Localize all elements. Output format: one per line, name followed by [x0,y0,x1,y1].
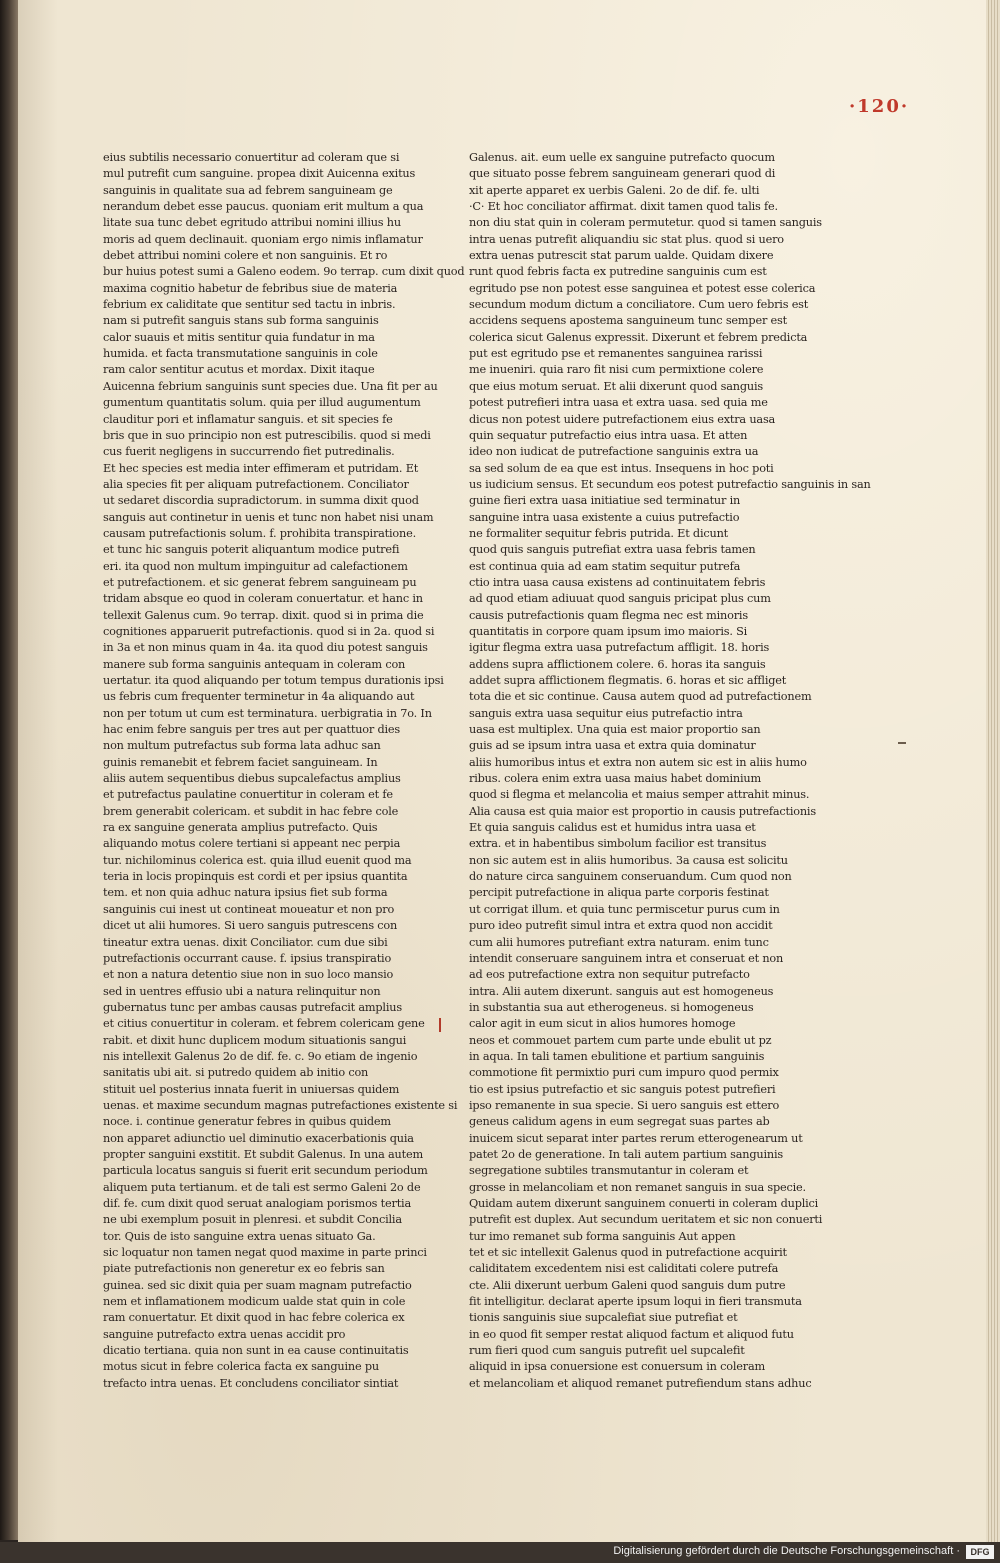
right-column-line: ctio intra uasa causa existens ad continuitatem febris [469,575,766,589]
right-column-line: tio est ipsius putrefactio et sic sanguis potest putrefieri [469,1082,776,1096]
right-column-line: accidens sequens apostema sanguineum tunc semper est [469,314,787,328]
left-column-line: alia species fit per aliquam putrefactionem. Conciliator [103,477,409,491]
right-column-line: put est egritudo pse et remanentes sanguinea rarissi [469,347,763,361]
text-column-left [103,150,465,1392]
right-column-line: commotione fit permixtio puri cum impuro quod permix [469,1066,779,1080]
right-column-line: Alia causa est quia maior est proportio in causis putrefactionis [469,804,816,818]
right-column-line: cte. Alii dixerunt uerbum Galeni quod sanguis dum putre [469,1278,786,1292]
right-column-line: ut corrigat illum. et quia tunc permiscetur purus cum in [469,902,780,916]
left-column-line: uertatur. ita quod aliquando per totum tempus durationis ipsi [103,674,444,687]
right-column-line: dicus non potest uidere putrefactionem eius extra uasa [469,412,776,426]
right-column-line: rum fieri quod cum sanguis putrefit uel supcalefit [469,1344,745,1358]
left-column-line: aliis autem sequentibus diebus supcalefactus amplius [103,772,401,786]
right-column-line: que eius motum seruat. Et alii dixerunt quod sanguis [469,379,763,393]
right-column-line: Quidam autem dixerunt sanguinem conuerti in coleram duplici [469,1197,819,1210]
page-fore-edge [986,0,1000,1542]
left-column-line: bur huius potest sumi a Galeno eodem. 9o terrap. cum dixit quod [103,265,465,279]
left-column-line: sanguine putrefacto extra uenas accidit pro [103,1327,346,1341]
right-column-line: egritudo pse non potest esse sanguinea et potest esse colerica [469,281,816,295]
right-column-line: tionis sanguinis siue supcalefiat siue putrefiat et [469,1311,738,1325]
left-column-line: tineatur extra uenas. dixit Conciliator. cum due sibi [103,935,388,949]
left-column-line: et putrefactus paulatine conuertitur in coleram et fe [103,788,393,802]
right-column-line: segregatione subtiles transmutantur in coleram et [469,1164,749,1178]
left-column-line: Et hec species est media inter effimeram et putridam. Et [103,461,419,475]
left-column-line: Auicenna febrium sanguinis sunt species due. Una fit per au [103,379,438,393]
right-column-line: potest putrefieri intra uasa et extra uasa. sed quia me [469,396,768,410]
left-column-line: causam putrefactionis solum. f. prohibita transpiratione. [103,526,416,540]
footer-credit: Digitalisierung gefördert durch die Deutsche Forschungsgemeinschaft · [613,1545,960,1557]
right-column-line: fit intelligitur. declarat aperte ipsum loqui in fieri transmuta [469,1295,802,1309]
right-column-line: et melancoliam et aliquod remanet putrefiendum stans adhuc [469,1376,812,1390]
right-column-line: guis ad se ipsum intra uasa et extra quia dominatur [469,739,756,753]
right-column-line: neos et commouet partem cum parte unde ebulit ut pz [469,1033,772,1047]
left-column-line: litate sua tunc debet egritudo attribui nomini illius hu [103,216,401,230]
right-column-line: in substantia sua aut etherogeneus. si homogeneus [469,1000,754,1014]
right-column-line: tota die et sic continue. Causa autem quod ad putrefactionem [469,690,812,704]
right-column-line: sanguine intra uasa existente a cuius putrefactio [469,510,740,524]
left-column-line: tellexit Galenus cum. 9o terrap. dixit. quod si in prima die [103,608,424,622]
left-column-line: tridam absque eo quod in coleram conuertatur. et hanc in [103,592,423,606]
left-column-line: uenas. et maxime secundum magnas putrefactiones existente si [103,1098,458,1112]
right-column-line: calor agit in eum sicut in alios humores homoge [469,1017,736,1031]
right-column-line: grosse in melancoliam et non remanet sanguis in sua specie. [469,1180,806,1194]
left-column-line: us febris cum frequenter terminetur in 4a aliquando aut [103,690,415,704]
text-column-right [469,150,871,1392]
left-column-line: piate putrefactionis non generetur ex eo febris san [103,1262,385,1276]
left-column-line: eius subtilis necessario conuertitur ad coleram que si [103,151,400,164]
left-column-line: clauditur pori et inflamatur sanguis. et sit species fe [103,412,393,426]
left-column-line: calor suauis et mitis sentitur quia fundatur in ma [103,330,375,344]
right-column-line: sa sed solum de ea que est intus. Insequens in hoc poti [469,461,774,475]
right-column-line: ipso remanente in sua specie. Si uero sanguis est ettero [469,1098,780,1112]
left-column-line: ra ex sanguine generata amplius putrefacto. Quis [103,821,378,835]
right-column-line: addens supra afflictionem colere. 6. horas ita sanguis [469,657,766,671]
left-column-line: trefacto intra uenas. Et concludens conciliator sintiat [103,1376,399,1390]
left-column-line: ut sedaret discordia supradictorum. in summa dixit quod [103,494,419,508]
right-column-line: us iudicium sensus. Et secundum eos potest putrefactio sanguinis in san [469,477,871,491]
right-column-line: guine fieri extra uasa initiatiue sed terminatur in [469,494,741,508]
right-column-line: sanguis extra uasa sequitur eius putrefactio intra [469,706,743,720]
right-column-line: quod quis sanguis putrefiat extra uasa febris tamen [469,543,756,557]
right-column-line: igitur flegma extra uasa putrefactum affligit. 18. horis [469,641,770,655]
left-column-line: et tunc hic sanguis poterit aliquantum modice putrefi [103,543,400,557]
left-column-line: stituit uel posterius innata fuerit in uniuersas quidem [103,1082,400,1096]
left-column-line: guinis remanebit et febrem faciet sanguineam. In [103,755,378,769]
right-column-line: puro ideo putrefit simul intra et extra quod non accidit [469,919,773,933]
left-column-line: et citius conuertitur in coleram. et febrem colericam gene [103,1017,425,1031]
left-column-line: non per totum ut cum est terminatura. uerbigratia in 7o. In [103,706,432,720]
right-column-line: me inueniri. quia raro fit nisi cum permixtione colere [469,363,764,377]
left-column-line: particula locatus sanguis si fuerit erit secundum periodum [103,1164,428,1178]
left-column-line: sanguis aut continetur in uenis et tunc non habet nisi unam [103,510,434,524]
right-column-line: non diu stat quin in coleram permutetur. quod si tamen sanguis [469,216,822,230]
right-column-line: ad quod etiam adiuuat quod sanguis pricipat plus cum [469,592,771,606]
right-column-line: extra. et in habentibus simbolum facilior est transitus [469,837,767,851]
rubric-mark [439,1018,441,1032]
left-column-line: guinea. sed sic dixit quia per suam magnam putrefactio [103,1278,412,1292]
left-column-line: dif. fe. cum dixit quod seruat analogiam porismos tertia [103,1197,411,1210]
right-column-line: ne formaliter sequitur febris putrida. Et dicunt [469,526,728,540]
left-column-line: manere sub forma sanguinis antequam in coleram con [103,657,406,671]
left-column-line: maxima cognitio habetur de febribus siue de materia [103,281,398,295]
left-column-line: rabit. et dixit hunc duplicem modum situationis sangui [103,1033,407,1047]
right-column-line: tur imo remanet sub forma sanguinis Aut appen [469,1229,736,1243]
right-column-line: quin sequatur putrefactio eius intra uasa. Et atten [469,428,748,442]
right-column-line: est continua quia ad eam statim sequitur putrefa [469,559,741,573]
right-column-line: caliditatem excedentem nisi est caliditati colere putrefa [469,1262,779,1276]
left-column-line: tor. Quis de isto sanguine extra uenas situato Ga. [103,1229,376,1243]
left-column-line: cus fuerit negligens in succurrendo fiet putredinalis. [103,445,395,459]
left-column-line: ne ubi exemplum posuit in plenresi. et subdit Concilia [103,1213,402,1227]
left-column-line: bris que in suo principio non est putrescibilis. quod si medi [103,428,431,442]
left-column-line: nem et inflamationem modicum ualde stat quin in cole [103,1295,406,1309]
right-column-line: extra uenas putrescit stat parum ualde. Quidam dixere [469,249,774,263]
left-column-line: non multum putrefactus sub forma lata adhuc san [103,739,381,753]
left-column-line: gubernatus tunc per ambas causas putrefacit amplius [103,1000,402,1014]
right-column-line: xit aperte apparet ex uerbis Galeni. 2o de dif. fe. ulti [469,183,760,197]
left-column-line: ram calor sentitur acutus et mordax. Dixit itaque [103,363,375,377]
left-column-line: et non a natura detentio siue non in suo loco mansio [103,968,394,982]
right-column-line: runt quod febris facta ex putredine sanguinis cum est [469,265,767,279]
left-column-line: eri. ita quod non multum impinguitur ad calefactionem [103,559,408,573]
folio-number: ·120· [849,96,910,117]
left-column-line: brem generabit colericam. et subdit in hac febre cole [103,804,399,818]
right-column-line: causis putrefactionis quam flegma nec est minoris [469,608,748,622]
right-column-line: do nature circa sanguinem conseruandum. Cum quod non [469,870,792,884]
right-column-line: cum alii humores putrefiant extra naturam. enim tunc [469,935,769,949]
dfg-logo: DFG [966,1545,994,1559]
right-column-line: quod si flegma et melancolia et maius semper attrahit minus. [469,788,810,802]
right-column-line: Galenus. ait. eum uelle ex sanguine putrefacto quocum [469,151,775,164]
right-column-line: tet et sic intellexit Galenus quod in putrefactione acquirit [469,1246,787,1260]
left-column-line: tur. nichilominus colerica est. quia illud euenit quod ma [103,853,412,867]
right-column-line: secundum modum dictum a conciliatore. Cum uero febris est [469,298,809,312]
right-column-line: putrefit est duplex. Aut secundum ueritatem et sic non conuerti [469,1213,823,1227]
left-column-line: debet attribui nomini colere et non sanguinis. Et ro [103,249,388,263]
right-column-line: addet supra afflictionem flegmatis. 6. horas et sic affliget [469,674,787,687]
left-column-line: in 3a et non minus quam in 4a. ita quod diu potest sanguis [103,641,428,655]
right-column-line: intra uenas putrefit aliquandiu sic stat plus. quod si uero [469,232,784,246]
right-column-line: percipit putrefactione in aliqua parte corporis festinat [469,886,769,900]
left-column-line: sic loquatur non tamen negat quod maxime in parte princi [103,1246,427,1260]
right-column-line: Et quia sanguis calidus est et humidus intra uasa et [469,821,756,835]
left-column-line: moris ad quem declinauit. quoniam ergo nimis inflamatur [103,232,423,246]
left-column-line: sanitatis ubi ait. si putredo quidem ab initio con [103,1066,369,1080]
left-column-line: dicatio tertiana. quia non sunt in ea cause continuitatis [103,1344,409,1358]
right-column-line: in aqua. In tali tamen ebulitione et partium sanguinis [469,1049,765,1063]
left-column-line: teria in locis propinquis est cordi et per ipsius quantita [103,870,408,884]
left-column-line: noce. i. continue generatur febres in quibus quidem [103,1115,391,1129]
left-column-line: non apparet adiunctio uel diminutio exacerbationis quia [103,1131,414,1145]
left-column-line: nis intellexit Galenus 2o de dif. fe. c. 9o etiam de ingenio [103,1049,418,1063]
right-column-line: non sic autem est in aliis humoribus. 3a causa est solicitu [469,853,788,867]
right-column-line: ideo non iudicat de putrefactione sanguinis extra ua [469,445,759,459]
right-column-line: ·C· Et hoc conciliator affirmat. dixit tamen quod talis fe. [469,200,778,214]
right-column-line: inuicem sicut separat inter partes rerum etterogenearum ut [469,1131,803,1145]
left-column-line: gumentum quantitatis solum. quia per illud augumentum [103,396,421,410]
left-column-line: hac enim febre sanguis per tres aut per quattuor dies [103,723,400,737]
left-column-line: sed in uentres effusio ubi a natura relinquitur non [103,984,381,998]
right-column-line: aliis humoribus intus et extra non autem sic est in aliis humo [469,755,807,769]
left-column-line: aliquem puta tertianum. et de tali est sermo Galeni 2o de [103,1180,421,1194]
right-column-line: que situato posse febrem sanguineam generari quod di [469,167,776,181]
right-column-line: geneus calidum agens in eum segregat suas partes ab [469,1115,770,1129]
right-column-line: colerica sicut Galenus expressit. Dixerunt et febrem predicta [469,330,808,344]
right-column-line: ribus. colera enim extra uasa maius habet dominium [469,772,762,786]
left-column-line: febrium ex caliditate que sentitur sed tactu in inbris. [103,298,396,312]
left-column-line: nam si putrefit sanguis stans sub forma sanguinis [103,314,379,328]
left-column-line: humida. et facta transmutatione sanguinis in cole [103,347,378,361]
left-column-line: motus sicut in febre colerica facta ex sanguine pu [103,1360,379,1374]
left-column-line: dicet ut alii humores. Si uero sanguis putrescens con [103,919,398,933]
right-column-line: ad eos putrefactione extra non sequitur putrefacto [469,968,750,982]
left-column-line: et putrefactionem. et sic generat febrem sanguineam pu [103,575,417,589]
ink-mark [898,742,906,744]
right-column-line: in eo quod fit semper restat aliquod factum et aliquod futu [469,1327,794,1341]
left-column-line: sanguinis cui inest ut contineat moueatur et non pro [103,902,395,916]
left-column-line: tem. et non quia adhuc natura ipsius fiet sub forma [103,886,388,900]
left-column-line: mul putrefit cum sanguine. propea dixit Auicenna exitus [103,167,416,181]
right-column-line: patet 2o de generatione. In tali autem partium sanguinis [469,1147,783,1161]
footer-bar [0,1542,1000,1563]
left-column-line: ram conuertatur. Et dixit quod in hac febre colerica ex [103,1311,405,1325]
left-column-line: cognitiones apparuerit putrefactionis. quod si in 2a. quod si [103,624,435,638]
left-column-line: propter sanguini exstitit. Et subdit Galenus. In una autem [103,1147,423,1161]
left-column-line: aliquando motus colere tertiani si appeant nec perpia [103,837,401,851]
right-column-line: intra. Alii autem dixerunt. sanguis aut est homogeneus [469,984,774,998]
right-column-line: intendit conseruare sanguinem intra et conseruat et non [469,951,784,965]
right-column-line: uasa est multiplex. Una quia est maior proportio san [469,723,761,737]
right-column-line: aliquid in ipsa conuersione est conuersum in coleram [469,1360,765,1374]
left-column-line: nerandum debet esse paucus. quoniam erit multum a qua [103,200,424,214]
left-column-line: sanguinis in qualitate sua ad febrem sanguineam ge [103,183,393,197]
left-column-line: putrefactionis occurrant cause. f. ipsius transpiratio [103,951,392,965]
right-column-line: quantitatis in corpore quam ipsum imo maioris. Si [469,624,748,638]
